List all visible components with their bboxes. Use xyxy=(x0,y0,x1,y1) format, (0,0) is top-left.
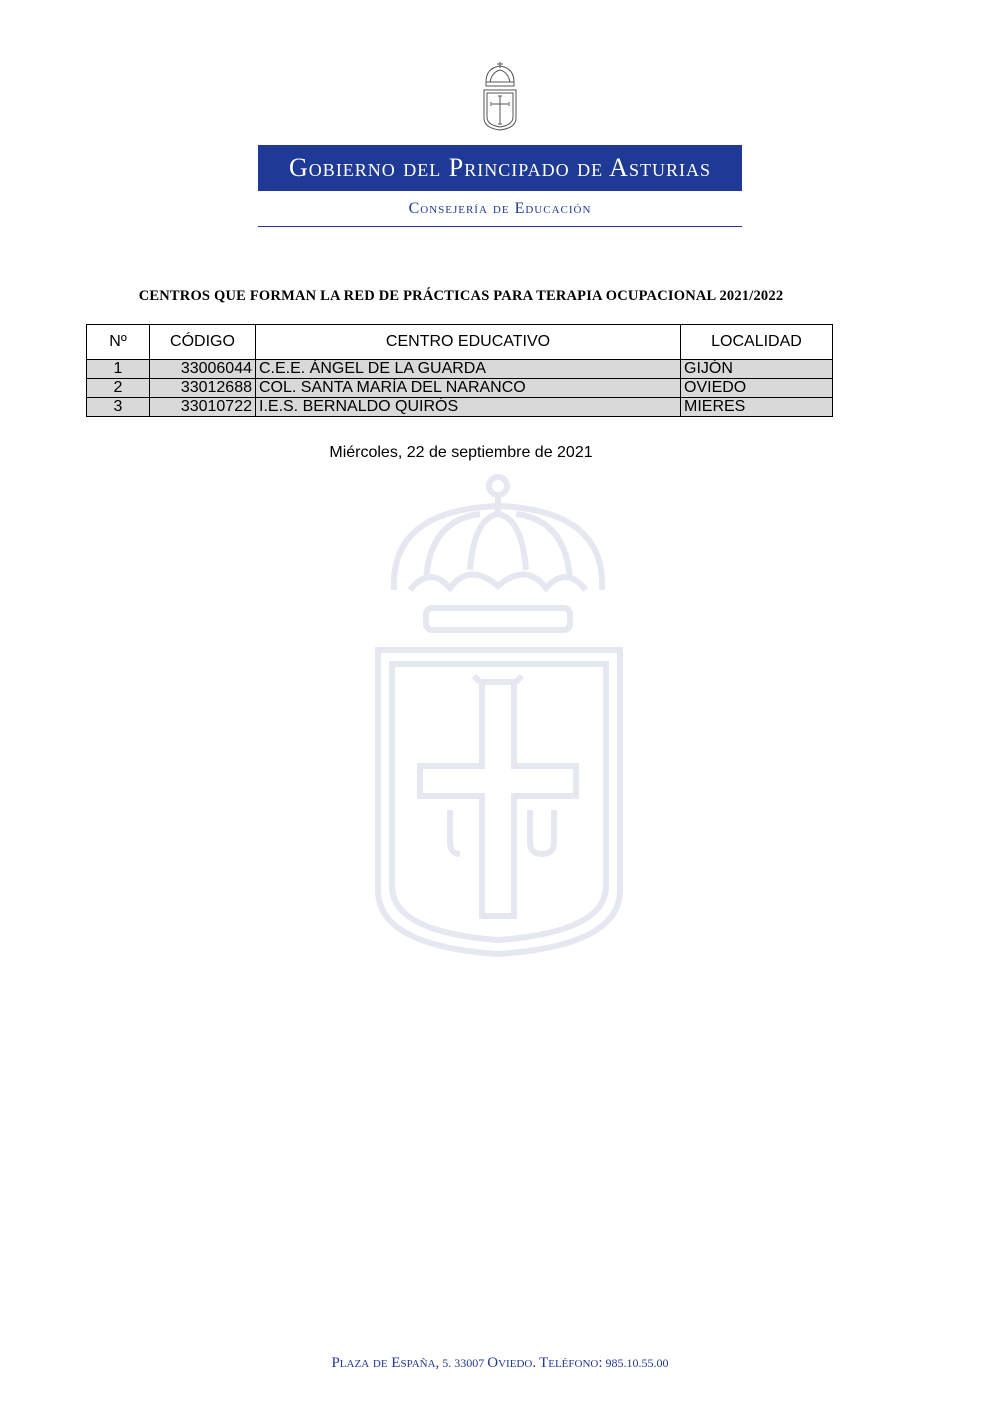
row-locality: MIERES xyxy=(681,398,833,417)
table-row xyxy=(87,360,833,379)
department-name: Consejería de Educación xyxy=(408,200,592,217)
column-header-locality: LOCALIDAD xyxy=(681,325,833,360)
document-title: CENTROS QUE FORMAN LA RED DE PRÁCTICAS PARA TERAPIA OCUPACIONAL 2021/2022 xyxy=(138,288,784,304)
row-center: C.E.E. ÁNGEL DE LA GUARDA xyxy=(256,360,681,379)
government-banner: Gobierno del Principado de Asturias xyxy=(258,145,742,191)
row-code: 33006044 xyxy=(150,360,256,379)
row-number: 1 xyxy=(87,360,150,379)
asturias-coat-of-arms-icon xyxy=(478,62,522,132)
footer-phone: 985.10.55.00 xyxy=(605,1356,669,1370)
row-locality: GIJÓN xyxy=(681,360,833,379)
row-number: 2 xyxy=(87,379,150,398)
row-center: COL. SANTA MARÍA DEL NARANCO xyxy=(256,379,681,398)
centers-table xyxy=(86,324,833,417)
column-header-number: Nº xyxy=(87,325,150,360)
table-header-row xyxy=(87,325,833,360)
row-code: 33012688 xyxy=(150,379,256,398)
table-row xyxy=(87,379,833,398)
footer-street: Plaza de España, xyxy=(331,1355,440,1371)
row-center: I.E.S. BERNALDO QUIRÓS xyxy=(256,398,681,417)
row-number: 3 xyxy=(87,398,150,417)
row-locality: OVIEDO xyxy=(681,379,833,398)
column-header-code: CÓDIGO xyxy=(150,325,256,360)
asturias-coat-of-arms-watermark xyxy=(370,470,630,960)
header-divider xyxy=(258,226,742,227)
footer-address xyxy=(0,1355,1000,1372)
footer-phone-label: Teléfono: xyxy=(539,1355,603,1371)
document-date: Miércoles, 22 de septiembre de 2021 xyxy=(329,444,593,461)
footer-address-number: 5. 33007 xyxy=(442,1356,485,1370)
footer-city: Oviedo. xyxy=(487,1355,537,1371)
column-header-center: CENTRO EDUCATIVO xyxy=(256,325,681,360)
table-row xyxy=(87,398,833,417)
row-code: 33010722 xyxy=(150,398,256,417)
